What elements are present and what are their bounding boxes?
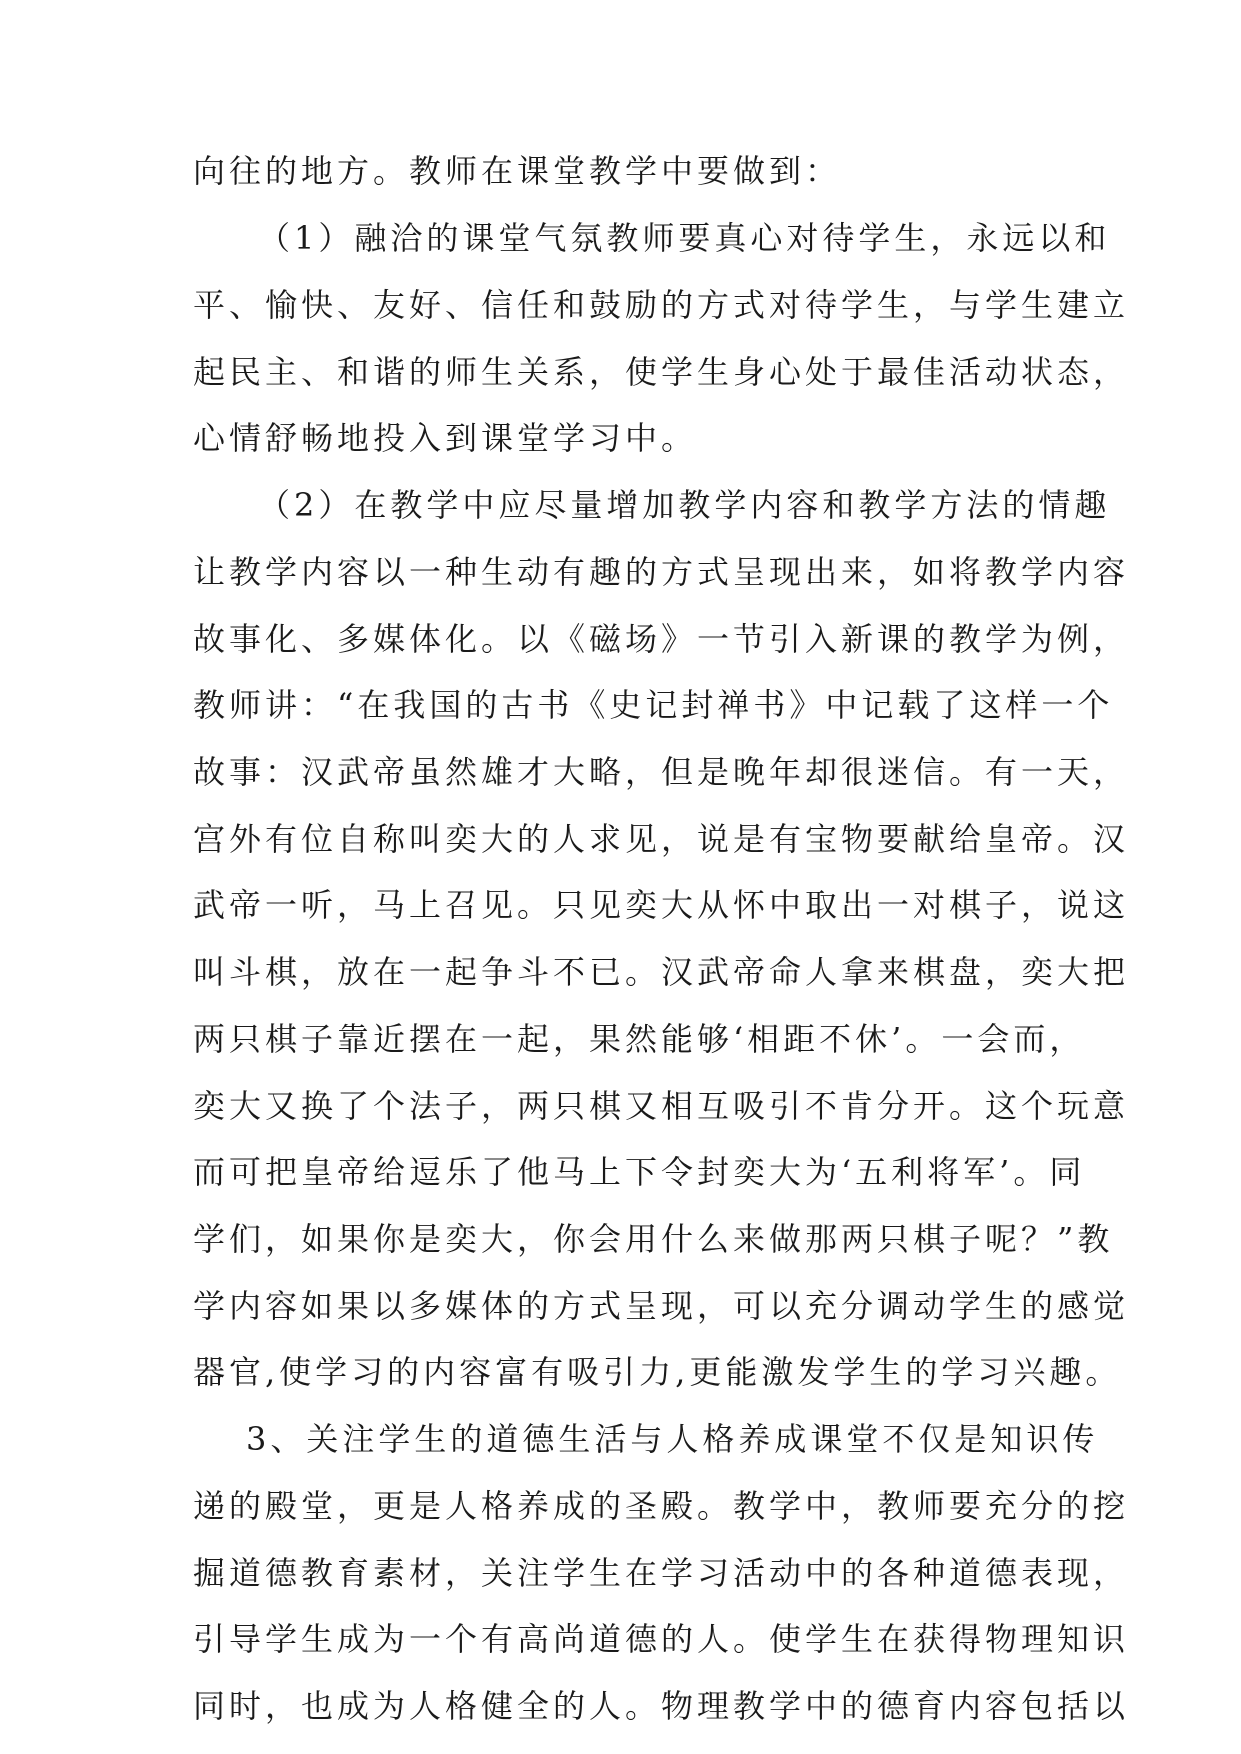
- text-line: 奕大又换了个法子，两只棋又相互吸引不肯分开。这个玩意: [193, 1087, 1130, 1125]
- text-line: 两只棋子靠近摆在一起，果然能够‘相距不休’。一会而，: [193, 1020, 1086, 1058]
- text-line: 学们，如果你是奕大，你会用什么来做那两只棋子呢？”教: [193, 1220, 1114, 1258]
- text-line: 器官,使学习的内容富有吸引力,更能激发学生的学习兴趣。: [193, 1353, 1122, 1391]
- text-line: 武帝一听，马上召见。只见奕大从怀中取出一对棋子，说这: [193, 886, 1130, 924]
- text-line: 心情舒畅地投入到课堂学习中。: [193, 419, 698, 457]
- text-line: 学内容如果以多媒体的方式呈现，可以充分调动学生的感觉: [193, 1287, 1130, 1325]
- text-line: 故事：汉武帝虽然雄才大略，但是晚年却很迷信。有一天，: [193, 753, 1130, 791]
- text-line: 宫外有位自称叫奕大的人求见，说是有宝物要献给皇帝。汉: [193, 820, 1130, 858]
- text-line: 同时，也成为人格健全的人。物理教学中的德育内容包括以: [193, 1687, 1130, 1725]
- text-line: 向往的地方。教师在课堂教学中要做到：: [193, 152, 842, 190]
- text-line: 递的殿堂，更是人格养成的圣殿。教学中，教师要充分的挖: [193, 1487, 1130, 1525]
- text-line: 掘道德教育素材，关注学生在学习活动中的各种道德表现，: [193, 1554, 1130, 1592]
- text-line: 而可把皇帝给逗乐了他马上下令封奕大为‘五利将军’。同: [193, 1153, 1086, 1191]
- text-line: 叫斗棋，放在一起争斗不已。汉武帝命人拿来棋盘，奕大把: [193, 953, 1130, 991]
- text-line: 故事化、多媒体化。以《磁场》一节引入新课的教学为例，: [193, 620, 1130, 658]
- text-line: 教师讲：“在我国的古书《史记封禅书》中记载了这样一个: [193, 686, 1114, 724]
- text-line: （1）融洽的课堂气氛教师要真心对待学生，永远以和: [258, 219, 1111, 257]
- text-line: 起民主、和谐的师生关系，使学生身心处于最佳活动状态，: [193, 353, 1130, 391]
- text-line: 3、关注学生的道德生活与人格养成课堂不仅是知识传: [246, 1420, 1099, 1458]
- text-line: 引导学生成为一个有高尚道德的人。使学生在获得物理知识: [193, 1620, 1130, 1658]
- text-line: 让教学内容以一种生动有趣的方式呈现出来，如将教学内容: [193, 553, 1130, 591]
- text-line: 平、愉快、友好、信任和鼓励的方式对待学生，与学生建立: [193, 286, 1130, 324]
- text-line: （2）在教学中应尽量增加教学内容和教学方法的情趣: [258, 486, 1111, 524]
